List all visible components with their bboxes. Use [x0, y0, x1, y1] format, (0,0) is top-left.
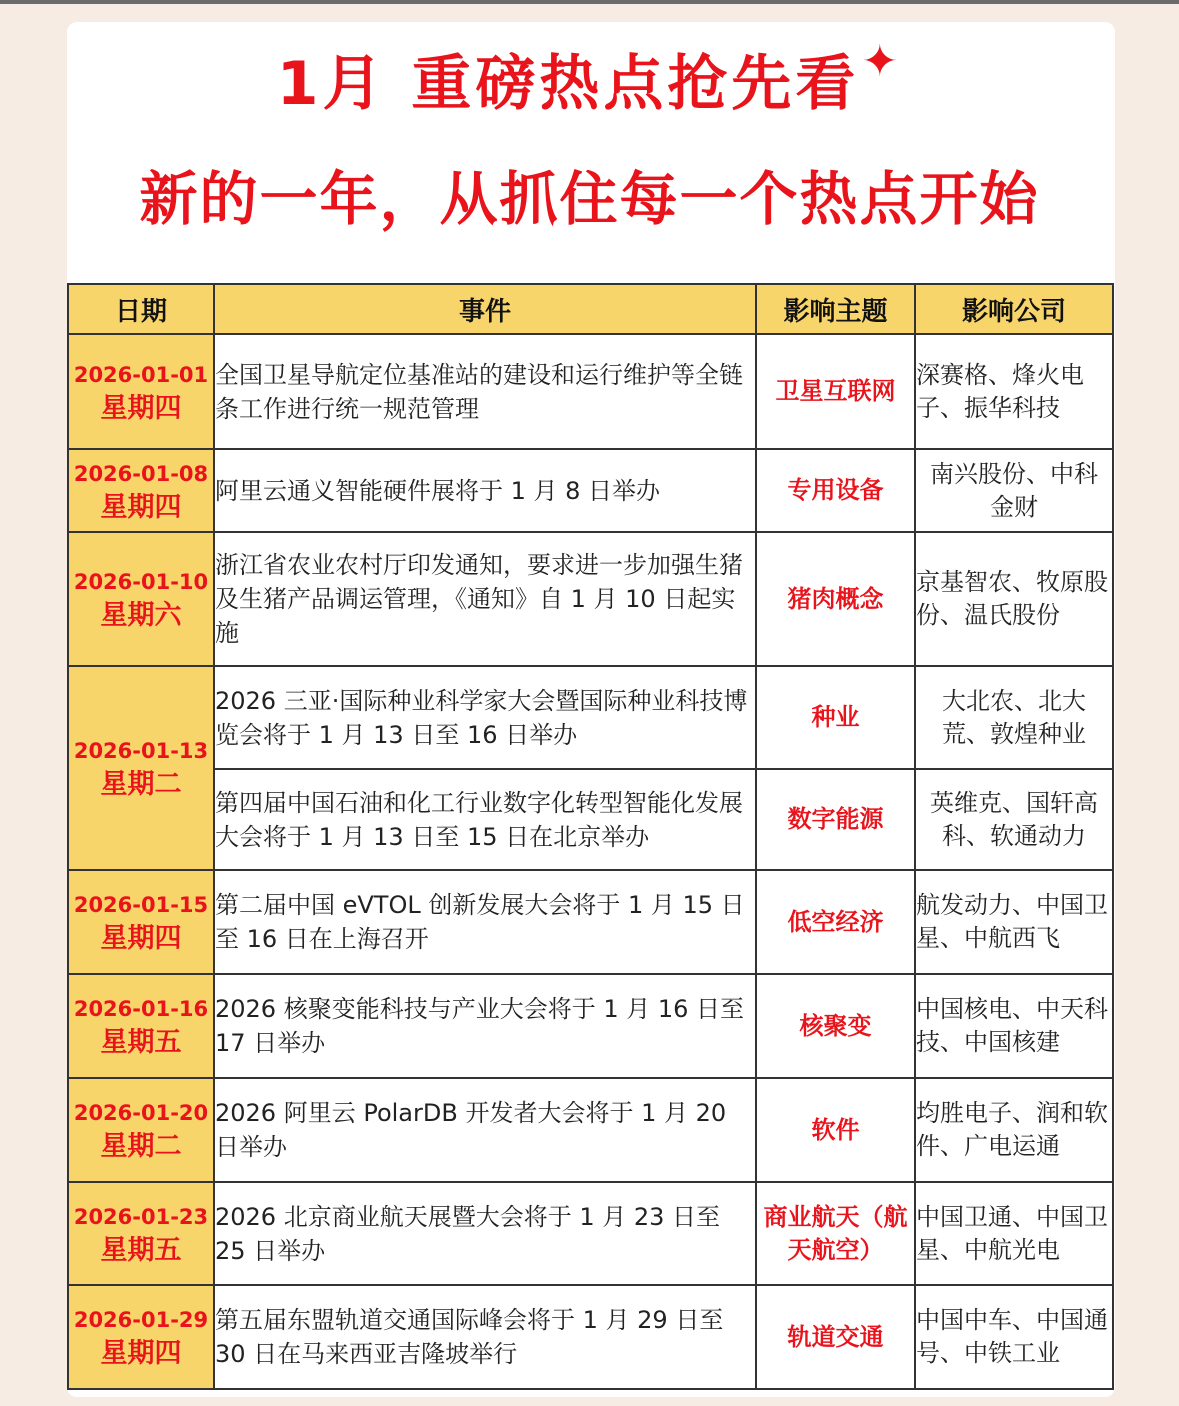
event-cell: 第五届东盟轨道交通国际峰会将于 1 月 29 日至 30 日在马来西亚吉隆坡举行 [214, 1285, 756, 1389]
date-value: 2026-01-16 [73, 997, 209, 1021]
company-cell: 中国核电、中天科技、中国核建 [915, 974, 1113, 1078]
header-event: 事件 [214, 284, 756, 334]
weekday-value: 星期六 [100, 600, 182, 631]
date-cell [68, 666, 214, 870]
page-subtitle: 新的一年，从抓住每一个热点开始 [139, 165, 1040, 233]
theme-cell: 商业航天（航天航空） [756, 1182, 915, 1285]
table-row [68, 1182, 1113, 1285]
weekday-value: 星期四 [100, 923, 182, 954]
theme-cell: 卫星互联网 [756, 334, 915, 449]
header-theme: 影响主题 [756, 284, 915, 334]
table-row [68, 334, 1113, 449]
company-cell: 英维克、国轩高科、软通动力 [915, 769, 1113, 870]
date-cell [68, 1182, 214, 1285]
weekday-value: 星期二 [100, 1131, 182, 1162]
header-company: 影响公司 [915, 284, 1113, 334]
table-row [68, 666, 1113, 769]
company-cell: 大北农、北大荒、敦煌种业 [915, 666, 1113, 769]
date-value: 2026-01-20 [73, 1101, 209, 1125]
event-cell: 2026 核聚变能科技与产业大会将于 1 月 16 日至 17 日举办 [214, 974, 756, 1078]
table-row [68, 1078, 1113, 1182]
page-title [0, 36, 1179, 122]
company-cell: 京基智农、牧原股份、温氏股份 [915, 532, 1113, 666]
date-value: 2026-01-01 [73, 362, 209, 387]
top-border [0, 0, 1179, 4]
event-cell: 2026 阿里云 PolarDB 开发者大会将于 1 月 20 日举办 [214, 1078, 756, 1182]
theme-cell: 低空经济 [756, 870, 915, 974]
company-cell: 中国中车、中国通号、中铁工业 [915, 1285, 1113, 1389]
theme-cell: 核聚变 [756, 974, 915, 1078]
table-row [68, 974, 1113, 1078]
hotspot-table [67, 283, 1114, 1390]
company-cell: 深赛格、烽火电子、振华科技 [915, 334, 1113, 449]
date-cell [68, 449, 214, 532]
company-cell: 中国卫通、中国卫星、中航光电 [915, 1182, 1113, 1285]
table-header-row [68, 284, 1113, 334]
theme-cell: 数字能源 [756, 769, 915, 870]
theme-cell: 猪肉概念 [756, 532, 915, 666]
theme-cell: 轨道交通 [756, 1285, 915, 1389]
weekday-value: 星期四 [100, 392, 182, 424]
table-row [68, 532, 1113, 666]
sparkle-icon: ✦ [861, 36, 903, 87]
theme-cell: 软件 [756, 1078, 915, 1182]
date-value: 2026-01-08 [73, 461, 209, 486]
header-date: 日期 [68, 284, 214, 334]
date-value: 2026-01-29 [73, 1308, 209, 1332]
event-cell: 浙江省农业农村厅印发通知，要求进一步加强生猪及生猪产品调运管理，《通知》自 1 月 10 日起实施 [214, 532, 756, 666]
theme-cell: 专用设备 [756, 449, 915, 532]
table-row [68, 769, 1113, 870]
date-cell [68, 1078, 214, 1182]
weekday-value: 星期四 [100, 491, 182, 523]
event-cell: 第四届中国石油和化工行业数字化转型智能化发展大会将于 1 月 13 日至 15 日在北京举办 [214, 769, 756, 870]
date-cell [68, 1285, 214, 1389]
date-cell [68, 532, 214, 666]
weekday-value: 星期四 [100, 1338, 182, 1369]
company-cell: 均胜电子、润和软件、广电运通 [915, 1078, 1113, 1182]
weekday-value: 星期五 [100, 1234, 182, 1266]
date-cell [68, 334, 214, 449]
event-cell: 第二届中国 eVTOL 创新发展大会将于 1 月 15 日至 16 日在上海召开 [214, 870, 756, 974]
theme-cell: 种业 [756, 666, 915, 769]
event-cell: 阿里云通义智能硬件展将于 1 月 8 日举办 [214, 449, 756, 532]
table-row [68, 1285, 1113, 1389]
date-value: 2026-01-23 [73, 1204, 209, 1229]
date-cell [68, 974, 214, 1078]
company-cell: 航发动力、中国卫星、中航西飞 [915, 870, 1113, 974]
table-row [68, 870, 1113, 974]
company-cell: 南兴股份、中科金财 [915, 449, 1113, 532]
date-value: 2026-01-13 [73, 739, 209, 763]
weekday-value: 星期二 [100, 769, 182, 800]
date-cell [68, 870, 214, 974]
table-row [68, 449, 1113, 532]
date-value: 2026-01-15 [73, 893, 209, 917]
date-value: 2026-01-10 [73, 570, 209, 594]
event-cell: 全国卫星导航定位基准站的建设和运行维护等全链条工作进行统一规范管理 [214, 334, 756, 449]
weekday-value: 星期五 [100, 1027, 182, 1058]
event-cell: 2026 三亚·国际种业科学家大会暨国际种业科技博览会将于 1 月 13 日至 16 日举办 [214, 666, 756, 769]
event-cell: 2026 北京商业航天展暨大会将于 1 月 23 日至 25 日举办 [214, 1182, 756, 1285]
page-title-text: 1月 重磅热点抢先看 [276, 49, 860, 119]
